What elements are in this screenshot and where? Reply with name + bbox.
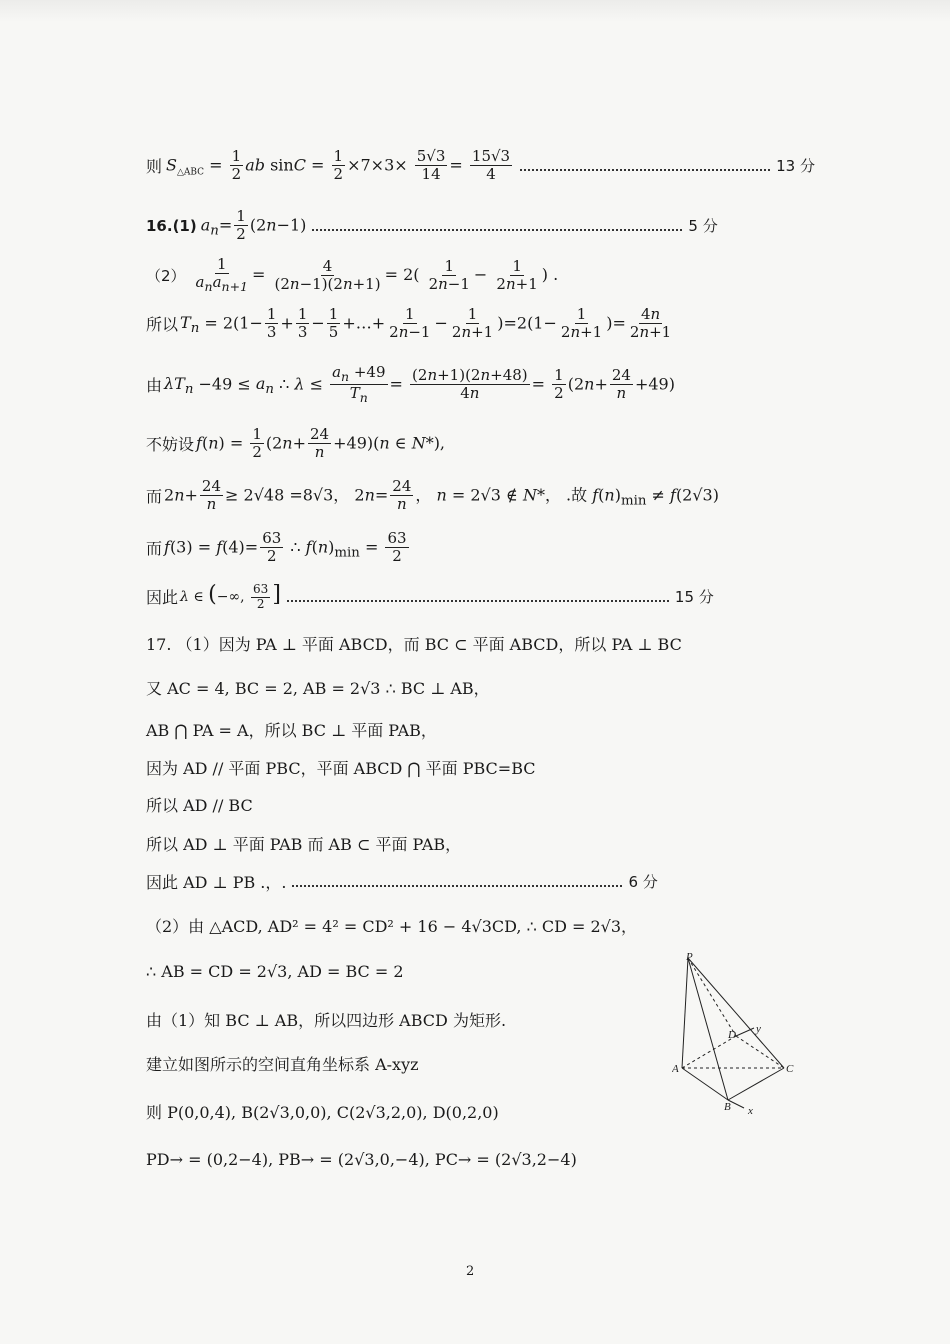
- edge-bc: [728, 1068, 784, 1100]
- text: 所以 AD ⊥ 平面 PAB 而 AB ⊂ 平面 PAB，: [146, 835, 462, 854]
- math-expression: f(n) = $\frac{1}{2}$ (2n+ $\frac{24}{n}$ +49)(n ∈ N*),: [196, 425, 446, 462]
- dotted-leader: [287, 600, 669, 602]
- text: 所以: [146, 315, 179, 335]
- text: ∴ AB = CD = 2√3, AD = BC = 2: [146, 962, 404, 981]
- score: 5 分: [688, 217, 718, 236]
- text: 因此 AD ⊥ PB .，.: [146, 873, 287, 892]
- dotted-leader: [520, 169, 770, 171]
- line-sum: [146, 306, 675, 342]
- text: （2）由 △ACD, AD² = 4² = CD² + 16 − 4√3CD, ∴ CD = 2√3，: [146, 917, 638, 936]
- text: 所以 AD // BC: [146, 796, 253, 815]
- text: 由: [146, 376, 163, 396]
- line-17-rectangle: [146, 1008, 506, 1031]
- line-amgm: [146, 478, 719, 514]
- math-expression: f(3) = f(4)= $\frac{63}{2}$ ∴ $f(n)_{min}$ = $\frac{63}{2}$: [164, 529, 407, 566]
- line-17-ad-bc: [146, 793, 253, 816]
- edge-pc: [688, 958, 784, 1068]
- line-17-perp: [146, 832, 461, 855]
- line-16-1: [146, 208, 718, 244]
- math-expression: $a_n=$ $\frac{1}{2}$ (2n−1): [200, 207, 307, 244]
- label-y: y: [756, 1023, 761, 1035]
- text: 则: [146, 157, 163, 177]
- edge-ab: [682, 1068, 728, 1100]
- line-17-2: [146, 914, 637, 937]
- label-d: D: [728, 1029, 736, 1041]
- question-label: 16.(1): [146, 216, 197, 235]
- dotted-leader: [312, 229, 682, 231]
- math-expression: $S_{\triangle ABC}$ = $\frac{1}{2}$ ab sinC = $\frac{1}{2}$ ×7×3× $\frac{5√3}{14}$ = $\frac{15√3}{4}$: [166, 147, 511, 184]
- text: 则 P(0,0,4), B(2√3,0,0), C(2√3,2,0), D(0,2,0): [146, 1103, 499, 1122]
- edge-pd: [688, 958, 736, 1036]
- text: 因此: [146, 588, 179, 608]
- text: PD→ = (0,2−4), PB→ = (2√3,0,−4), PC→ = (2√3,2−4): [146, 1150, 577, 1169]
- label-a: A: [672, 1063, 679, 1075]
- line-17-given: [146, 676, 490, 699]
- text: 由（1）知 BC ⊥ AB，所以四边形 ABCD 为矩形.: [146, 1011, 507, 1030]
- scan-shadow: [0, 0, 950, 22]
- line-inequality: [146, 364, 675, 406]
- edge-pa: [682, 958, 688, 1068]
- line-area-formula: [146, 148, 815, 184]
- line-define-f: [146, 426, 445, 462]
- text: 建立如图所示的空间直角坐标系 A-xyz: [146, 1055, 419, 1074]
- label-c: C: [786, 1063, 794, 1075]
- text: 不妨设: [146, 435, 195, 455]
- line-17-1: [146, 632, 682, 655]
- line-17-parallel: [146, 756, 536, 779]
- score: 13 分: [776, 157, 815, 176]
- axis-y: [736, 1028, 754, 1036]
- line-17-intersect: [146, 718, 437, 741]
- text: AB ⋂ PA = A，所以 BC ⊥ 平面 PAB，: [146, 721, 437, 740]
- math-expression: λ ∈ (−∞, $\frac{63}{2}$ ]: [180, 581, 281, 611]
- edge-pb: [688, 958, 728, 1100]
- label-x: x: [748, 1105, 753, 1117]
- line-conclusion: [146, 582, 714, 611]
- line-min-value: [146, 530, 411, 566]
- line-16-2: [146, 256, 558, 295]
- score: 6 分: [628, 873, 658, 891]
- question-label: （2）: [146, 266, 186, 285]
- label-b: B: [724, 1101, 731, 1113]
- text: 而: [146, 539, 163, 559]
- dotted-leader: [292, 885, 622, 887]
- pyramid-figure: [672, 948, 802, 1124]
- label-p: P: [686, 951, 693, 963]
- page-number: 2: [466, 1264, 475, 1279]
- line-17-result: [146, 870, 658, 893]
- line-17-lengths: [146, 962, 404, 981]
- line-17-points: [146, 1100, 499, 1123]
- line-17-coords: [146, 1052, 419, 1075]
- math-expression: 2n+ $\frac{24}{n}$ ≥ 2√48 =8√3， 2n= $\frac{24}{n}$ ， n = 2√3 ∉ N*， .故 $f(n)_{min} \ne f(2√3)$: [164, 477, 719, 514]
- score: 15 分: [674, 588, 714, 607]
- math-expression: $T_n = 2(1-$ $\frac{1}{3}$ + $\frac{1}{3}$ − $\frac{1}{5}$ +…+ $\frac{1}{2n-1}$ − $\frac{1}{2n+1}$ )=2(1− $\frac{1}{2n+1}$ )= $\frac{4n}{2n+1}$: [180, 305, 672, 342]
- text: 而: [146, 487, 163, 507]
- text: 因为 AD // 平面 PBC，平面 ABCD ⋂ 平面 PBC=BC: [146, 759, 536, 778]
- math-expression: $\frac{1}{a_na_{n+1}}$ = $\frac{4}{(2n-1)(2n+1)}$ = 2( $\frac{1}{2n-1}$ − $\frac{1}{2n+1}$ ) .: [195, 255, 559, 295]
- text: 又 AC = 4, BC = 2, AB = 2√3 ∴ BC ⊥ AB，: [146, 679, 490, 698]
- math-expression: $\lambda T_n -49 \le a_n$ ∴ λ ≤ $\frac{a_n +49}{T_n}$ = $\frac{(2n+1)(2n+48)}{4n}$ = $\frac{1}{2}$ (2n+ $\frac{24}{n}$ +49): [164, 363, 675, 406]
- line-17-vectors: [146, 1150, 577, 1169]
- text: 17. （1）因为 PA ⊥ 平面 ABCD，而 BC ⊂ 平面 ABCD，所以 PA ⊥ BC: [146, 635, 682, 654]
